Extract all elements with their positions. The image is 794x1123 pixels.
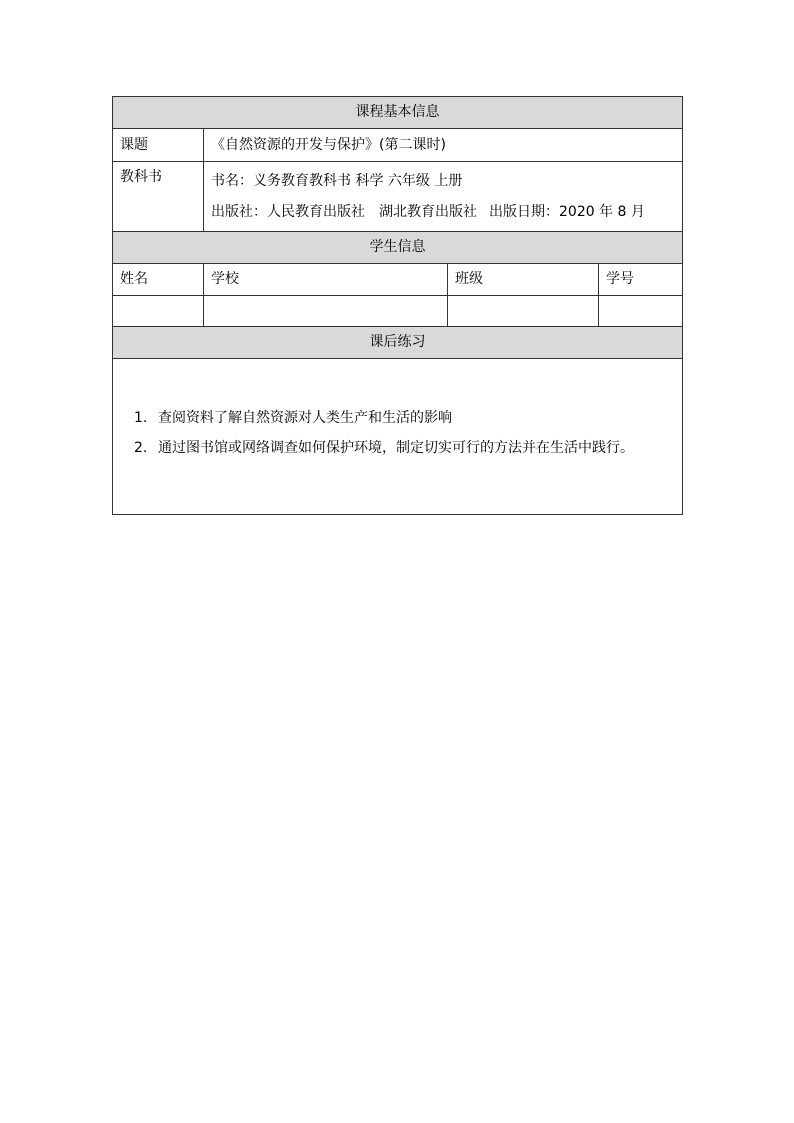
lesson-info-table xyxy=(112,96,683,515)
student-id-cell[interactable] xyxy=(599,296,683,327)
book-title-line: 书名：义务教育教科书 科学 六年级 上册 xyxy=(211,172,463,189)
student-school-cell[interactable] xyxy=(204,296,448,327)
student-class-header: 班级 xyxy=(448,264,599,296)
topic-label: 课题 xyxy=(113,129,204,162)
basic-info-header: 课程基本信息 xyxy=(113,97,683,129)
publish-date: 出版日期：2020 年 8 月 xyxy=(489,203,645,220)
publisher-line xyxy=(211,197,675,228)
student-name-header: 姓名 xyxy=(113,264,204,296)
exercises-body xyxy=(113,359,683,515)
exercise-item: 1. 查阅资料了解自然资源对人类生产和生活的影响 xyxy=(134,409,452,426)
student-id-header: 学号 xyxy=(599,264,683,296)
textbook-label: 教科书 xyxy=(113,162,204,232)
student-class-cell[interactable] xyxy=(448,296,599,327)
textbook-info xyxy=(204,162,683,232)
exercise-text: 查阅资料了解自然资源对人类生产和生活的影响 xyxy=(158,409,452,426)
publisher: 出版社：人民教育出版社 湖北教育出版社 xyxy=(211,203,477,220)
student-name-cell[interactable] xyxy=(113,296,204,327)
topic-value: 《自然资源的开发与保护》(第二课时) xyxy=(204,129,683,162)
exercises-header: 课后练习 xyxy=(113,327,683,359)
student-info-header: 学生信息 xyxy=(113,232,683,264)
exercise-item: 2. 通过图书馆或网络调查如何保护环境，制定切实可行的方法并在生活中践行。 xyxy=(134,439,634,456)
exercise-text: 通过图书馆或网络调查如何保护环境，制定切实可行的方法并在生活中践行。 xyxy=(158,439,634,456)
student-school-header: 学校 xyxy=(204,264,448,296)
exercise-list xyxy=(120,403,675,471)
